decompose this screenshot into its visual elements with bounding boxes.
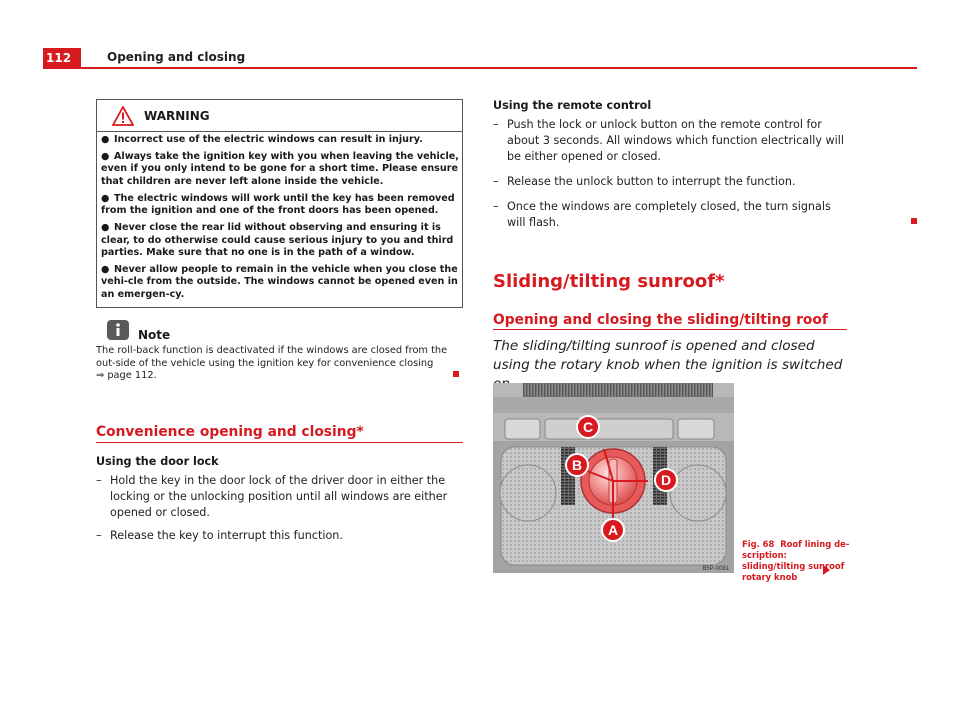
figure-label-c: [577, 416, 599, 438]
bullet-icon: ●: [101, 134, 110, 145]
roof-lining-figure: [493, 383, 734, 573]
figure-caption: Fig. 68 Roof lining de-scription: sliding/tilting sunroof rotary knob: [742, 539, 850, 582]
dash-icon: –: [493, 118, 499, 131]
bullet-icon: ●: [101, 151, 110, 162]
roof-lining-illustration: [493, 383, 734, 573]
bullet-icon: ●: [101, 222, 110, 234]
note-icon: [107, 320, 129, 340]
warning-list: [101, 134, 460, 306]
warning-item: ● The electric windows will work until the key has been removed from the ignition and one of the front doors has been opened.: [101, 192, 455, 217]
sunroof-heading: Sliding/tilting sunroof*: [493, 271, 725, 292]
heading-rule: [493, 329, 847, 330]
figure-label-d: [655, 469, 677, 491]
continue-arrow-icon: [823, 565, 830, 575]
bullet-icon: ●: [101, 192, 110, 204]
door-lock-heading: Using the door lock: [96, 455, 219, 468]
warning-box: [96, 99, 463, 308]
warning-item: ● Never allow people to remain in the vehicle when you close the vehi-cle from the outside. The windows cannot be opened even in an emergen-cy.: [101, 264, 458, 300]
remote-heading: Using the remote control: [493, 99, 652, 112]
dash-icon: –: [96, 474, 102, 487]
svg-text:A: A: [607, 522, 619, 538]
section-end-mark: [911, 218, 917, 224]
section-title: Opening and closing: [107, 50, 246, 64]
note-title: Note: [138, 328, 171, 342]
figure-label-b: [566, 454, 588, 476]
warning-header: [97, 100, 462, 132]
warning-title: WARNING: [144, 109, 210, 123]
warning-triangle-icon: [112, 106, 134, 126]
figure-label-a: [602, 519, 624, 541]
page-reference-link[interactable]: ⇒ page 112.: [96, 370, 157, 382]
warning-item: ● Always take the ignition key with you when leaving the vehicle, even if you only intend to be gone for a short time. Please ensure that children are never left alone inside the vehicle.: [101, 151, 459, 187]
page-number: 112: [43, 48, 81, 68]
svg-text:C: C: [582, 419, 594, 435]
list-item: – Push the lock or unlock button on the remote control for about 3 seconds. All windows which function electrically will be either opened or closed.: [493, 118, 845, 163]
header-rule: [43, 67, 917, 69]
list-item: – Hold the key in the door lock of the driver door in either the locking or the unlocking position until all windows are either opened or closed.: [96, 474, 448, 519]
sunroof-subheading: Opening and closing the sliding/tilting roof: [493, 312, 828, 328]
svg-text:B: B: [571, 457, 583, 473]
note-text: The roll-back function is deactivated if the windows are closed from the out-side of the vehicle using the ignition key for convenience closing ⇒ page 112.: [96, 345, 448, 382]
bullet-icon: ●: [101, 264, 110, 276]
heading-rule: [96, 442, 463, 443]
figure-code: B5P-0081: [702, 566, 729, 572]
convenience-heading: Convenience opening and closing*: [96, 424, 364, 440]
dash-icon: –: [493, 175, 499, 188]
svg-text:D: D: [660, 472, 672, 488]
dash-icon: –: [493, 200, 499, 213]
sunroof-intro: The sliding/tilting sunroof is opened and closed using the rotary knob when the ignition is switched: [493, 338, 843, 373]
warning-item: ● Incorrect use of the electric windows can result in injury.: [101, 134, 423, 145]
dash-icon: –: [96, 529, 102, 542]
warning-item: ● Never close the rear lid without observing and ensuring it is clear, to do otherwise could cause serious injury to you and third parties. Make sure that no one is in the path of a window.: [101, 222, 454, 259]
section-end-mark: [453, 371, 459, 377]
